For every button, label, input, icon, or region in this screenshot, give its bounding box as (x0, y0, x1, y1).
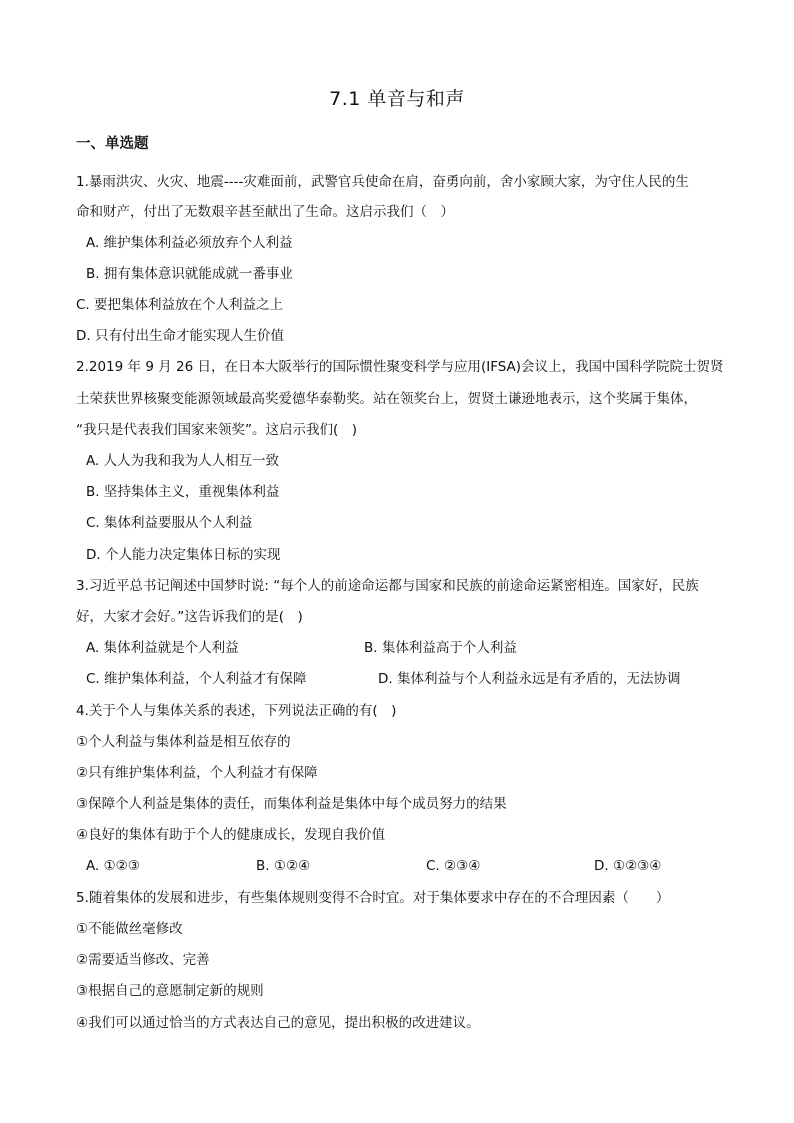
q4-option-c: C. ②③④ (426, 858, 481, 874)
q3-stem-line2: 好，大家才会好。”这告诉我们的是( ) (76, 609, 303, 625)
q4-option-b: B. ①②④ (256, 858, 311, 874)
q3-option-c: C. 维护集体利益，个人利益才有保障 (86, 671, 307, 687)
q1-option-c: C. 要把集体利益放在个人利益之上 (76, 297, 284, 313)
q2-option-a: A. 人人为我和我为人人相互一致 (86, 453, 280, 469)
q1-option-d: D. 只有付出生命才能实现人生价值 (76, 328, 284, 344)
q2-option-c: C. 集体利益要服从个人利益 (86, 515, 253, 531)
q5-stem: 5.随着集体的发展和进步，有些集体规则变得不合时宜。对于集体要求中存在的不合理因素（ ） (76, 890, 670, 906)
q1-option-a: A. 维护集体利益必须放弃个人利益 (86, 235, 293, 251)
section-heading: 一、单选题 (76, 136, 149, 152)
q5-statement-2: ②需要适当修改、完善 (76, 952, 210, 968)
q3-option-b: B. 集体利益高于个人利益 (364, 640, 517, 656)
q4-option-a: A. ①②③ (86, 858, 140, 874)
q1-stem-line1: 1.暴雨洪灾、火灾、地震----灾难面前，武警官兵使命在肩，奋勇向前，舍小家顾大家，为守住人民的生 (76, 174, 689, 190)
q3-option-a: A. 集体利益就是个人利益 (86, 640, 239, 656)
q5-statement-3: ③根据自己的意愿制定新的规则 (76, 983, 264, 999)
q1-option-b: B. 拥有集体意识就能成就一番事业 (86, 266, 293, 282)
q2-stem-line3: “我只是代表我们国家来领奖”。这启示我们( ) (76, 422, 358, 438)
q5-statement-4: ④我们可以通过恰当的方式表达自己的意见，提出积极的改进建议。 (76, 1015, 480, 1031)
q4-statement-2: ②只有维护集体利益，个人利益才有保障 (76, 765, 318, 781)
q2-stem-line2: 土荣获世界核聚变能源领域最高奖爱德华泰勒奖。站在领奖台上，贺贤土谦逊地表示，这个奖属于集体， (76, 391, 697, 407)
q4-statement-3: ③保障个人利益是集体的责任，而集体利益是集体中每个成员努力的结果 (76, 796, 507, 812)
page-title: 7.1 单音与和声 (329, 88, 465, 110)
q4-statement-4: ④良好的集体有助于个人的健康成长，发现自我价值 (76, 827, 386, 843)
q2-option-b: B. 坚持集体主义，重视集体利益 (86, 484, 280, 500)
q1-stem-line2: 命和财产，付出了无数艰辛甚至献出了生命。这启示我们（ ） (76, 204, 454, 220)
q4-option-d: D. ①②③④ (594, 858, 662, 874)
q5-statement-1: ①不能做丝毫修改 (76, 921, 183, 937)
q4-statement-1: ①个人利益与集体利益是相互依存的 (76, 734, 291, 750)
q3-stem-line1: 3.习近平总书记阐述中国梦时说: “每个人的前途命运都与国家和民族的前途命运紧密相连。国家好，民族 (76, 578, 699, 594)
q2-option-d: D. 个人能力决定集体日标的实现 (86, 547, 281, 563)
q4-stem: 4.关于个人与集体关系的表述，下列说法正确的有( ) (76, 703, 397, 719)
q2-stem-line1: 2.2019 年 9 月 26 日，在日本大阪举行的国际惯性聚变科学与应用(IFSA)会议上，我国中国科学院院士贺贤 (76, 359, 724, 375)
q3-option-d: D. 集体利益与个人利益永远是有矛盾的，无法协调 (378, 671, 681, 687)
